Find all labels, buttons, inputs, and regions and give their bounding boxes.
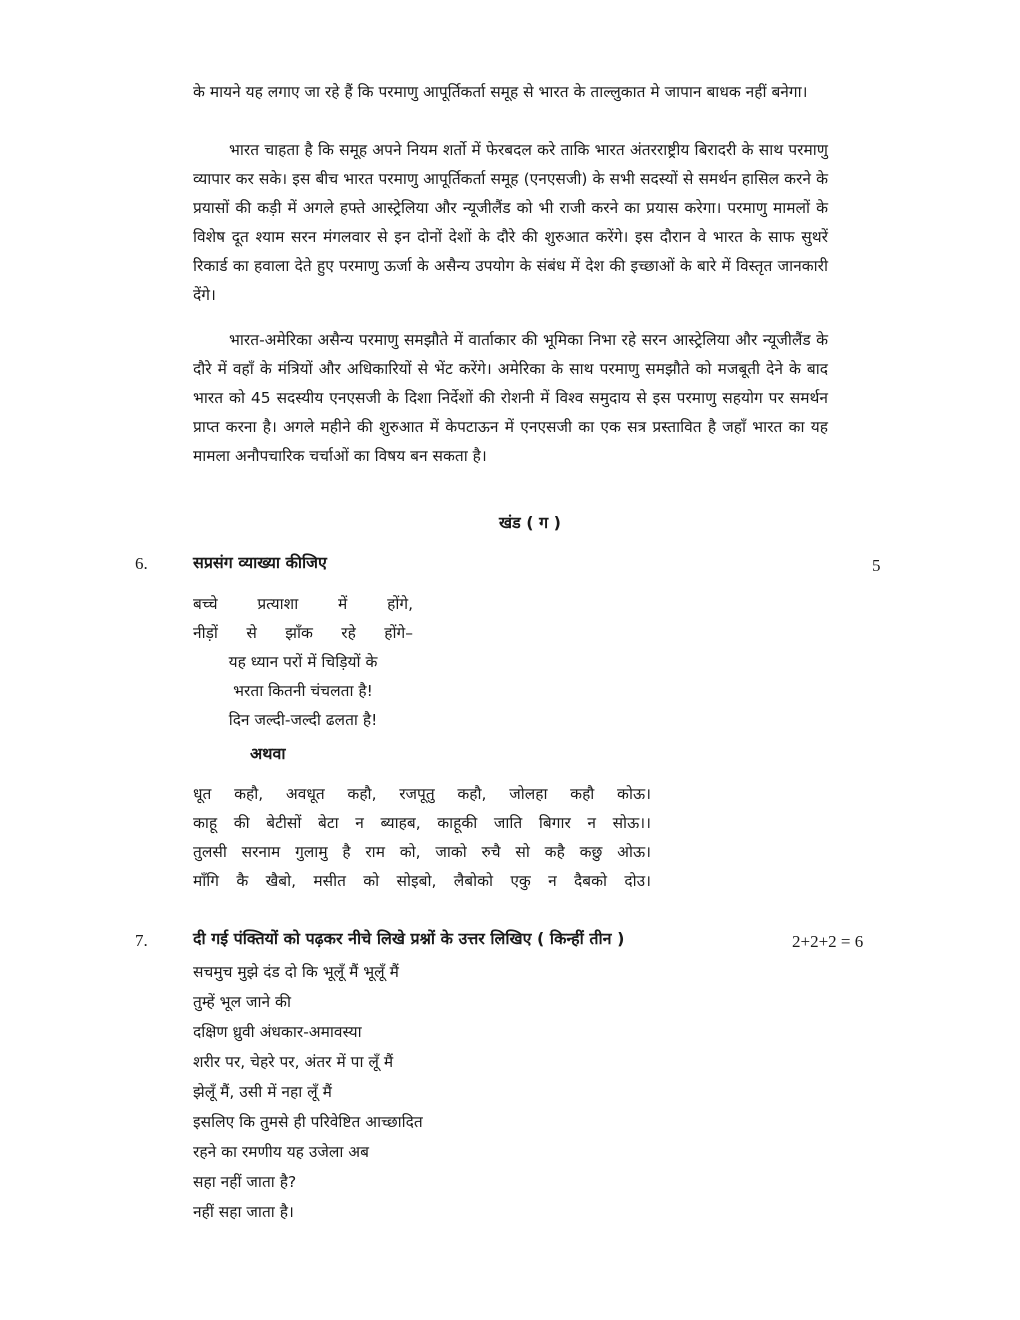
poem-line: तुम्हें भूल जाने की <box>193 993 291 1011</box>
poem-line: इसलिए कि तुमसे ही परिवेष्टित आच्छादित <box>193 1113 423 1131</box>
question-6-text: सप्रसंग व्याख्या कीजिए <box>193 553 327 572</box>
poem-line: काहू की बेटीसों बेटा न ब्याहब, काहूकी जाति बिगार न सोऊ।। <box>193 814 651 832</box>
poem-line: नीड़ों से झाँक रहे होंगे– <box>193 624 413 642</box>
passage-paragraph-3: भारत-अमेरिका असैन्य परमाणु समझौते में वार्ताकार की भूमिका निभा रहे सरन आस्ट्रेलिया और न्यूजीलैंड के दौरे में वहाँ के मंत्रियों और अधिकारियों से भेंट करेंगे। अमेरिका के साथ परमाणु समझौते को मजबूती देने के बाद भारत को 45 सदस्यीय एनएसजी के दिशा निर्देशों की रोशनी में विश्व समुदाय से इस परमाणु सहयोग पर समर्थन प्राप्त करना है। अगले महीने की शुरुआत में केपटाऊन में एनएसजी का एक सत्र प्रस्तावित है जहाँ भारत का यह मामला अनौपचारिक चर्चाओं का विषय बन सकता है। <box>193 331 828 465</box>
poem-line: धूत कहौ, अवधूत कहौ, रजपूतु कहौ, जोलहा कहौ कोऊ। <box>193 785 651 803</box>
poem-line: झेलूँ मैं, उसी में नहा लूँ मैं <box>193 1083 332 1101</box>
question-7-poem <box>193 957 423 1227</box>
question-6-marks: 5 <box>872 556 881 575</box>
question-7-number: 7. <box>135 931 148 950</box>
or-label: अथवा <box>250 744 286 763</box>
question-6-alternative-poem <box>193 780 651 896</box>
question-7-marks: 2+2+2 = 6 <box>792 932 864 951</box>
poem-line: माँगि कै खैबो, मसीत को सोइबो, लैबोको एकु न दैबको दोउ। <box>193 872 651 890</box>
passage-paragraph-1: के मायने यह लगाए जा रहे हैं कि परमाणु आपूर्तिकर्ता समूह से भारत के ताल्लुकात मे जापान बाधक नहीं बनेगा। <box>193 83 808 101</box>
poem-line: सहा नहीं जाता है? <box>193 1173 297 1191</box>
poem-line: यह ध्यान परों में चिड़ियों के <box>228 653 378 671</box>
poem-line: नहीं सहा जाता है। <box>193 1203 294 1221</box>
question-6-poem <box>193 590 413 735</box>
poem-line: सचमुच मुझे दंड दो कि भूलूँ मैं भूलूँ मैं <box>193 963 399 981</box>
poem-line: दिन जल्दी-जल्दी ढलता है! <box>228 711 378 729</box>
poem-line: बच्चे प्रत्याशा में होंगे, <box>193 595 413 613</box>
poem-line: तुलसी सरनाम गुलामु है राम को, जाको रुचै सो कहै कछु ओऊ। <box>193 843 651 861</box>
passage-paragraph-2: भारत चाहता है कि समूह अपने नियम शर्तो में फेरबदल करे ताकि भारत अंतरराष्ट्रीय बिरादरी के साथ परमाणु व्यापार कर सके। इस बीच भारत परमाणु आपूर्तिकर्ता समूह (एनएसजी) के सभी सदस्यों से समर्थन हासिल करने के प्रयासों की कड़ी में अगले हफ्ते आस्ट्रेलिया और न्यूजीलैंड को भी राजी करने का प्रयास करेगा। परमाणु मामलों के विशेष दूत श्याम सरन मंगलवार से इन दोनों देशों के दौरे की शुरुआत करेंगे। इस दौरान वे भारत के साफ सुथरें रिकार्ड का हवाला देते हुए परमाणु ऊर्जा के असैन्य उपयोग के संबंध में देश की इच्छाओं के बारे में विस्तृत जानकारी देंगे। <box>193 141 828 304</box>
poem-line: शरीर पर, चेहरे पर, अंतर में पा लूँ मैं <box>193 1053 394 1071</box>
poem-line: भरता कितनी चंचलता है! <box>233 682 373 700</box>
question-6-number: 6. <box>135 554 148 573</box>
poem-line: रहने का रमणीय यह उजेला अब <box>193 1143 369 1161</box>
section-heading: खंड ( ग ) <box>499 513 561 532</box>
question-7-text: दी गई पंक्तियों को पढ़कर नीचे लिखे प्रश्नों के उत्तर लिखिए ( किन्हीं तीन ) <box>193 929 625 948</box>
poem-line: दक्षिण ध्रुवी अंधकार-अमावस्या <box>193 1023 362 1041</box>
